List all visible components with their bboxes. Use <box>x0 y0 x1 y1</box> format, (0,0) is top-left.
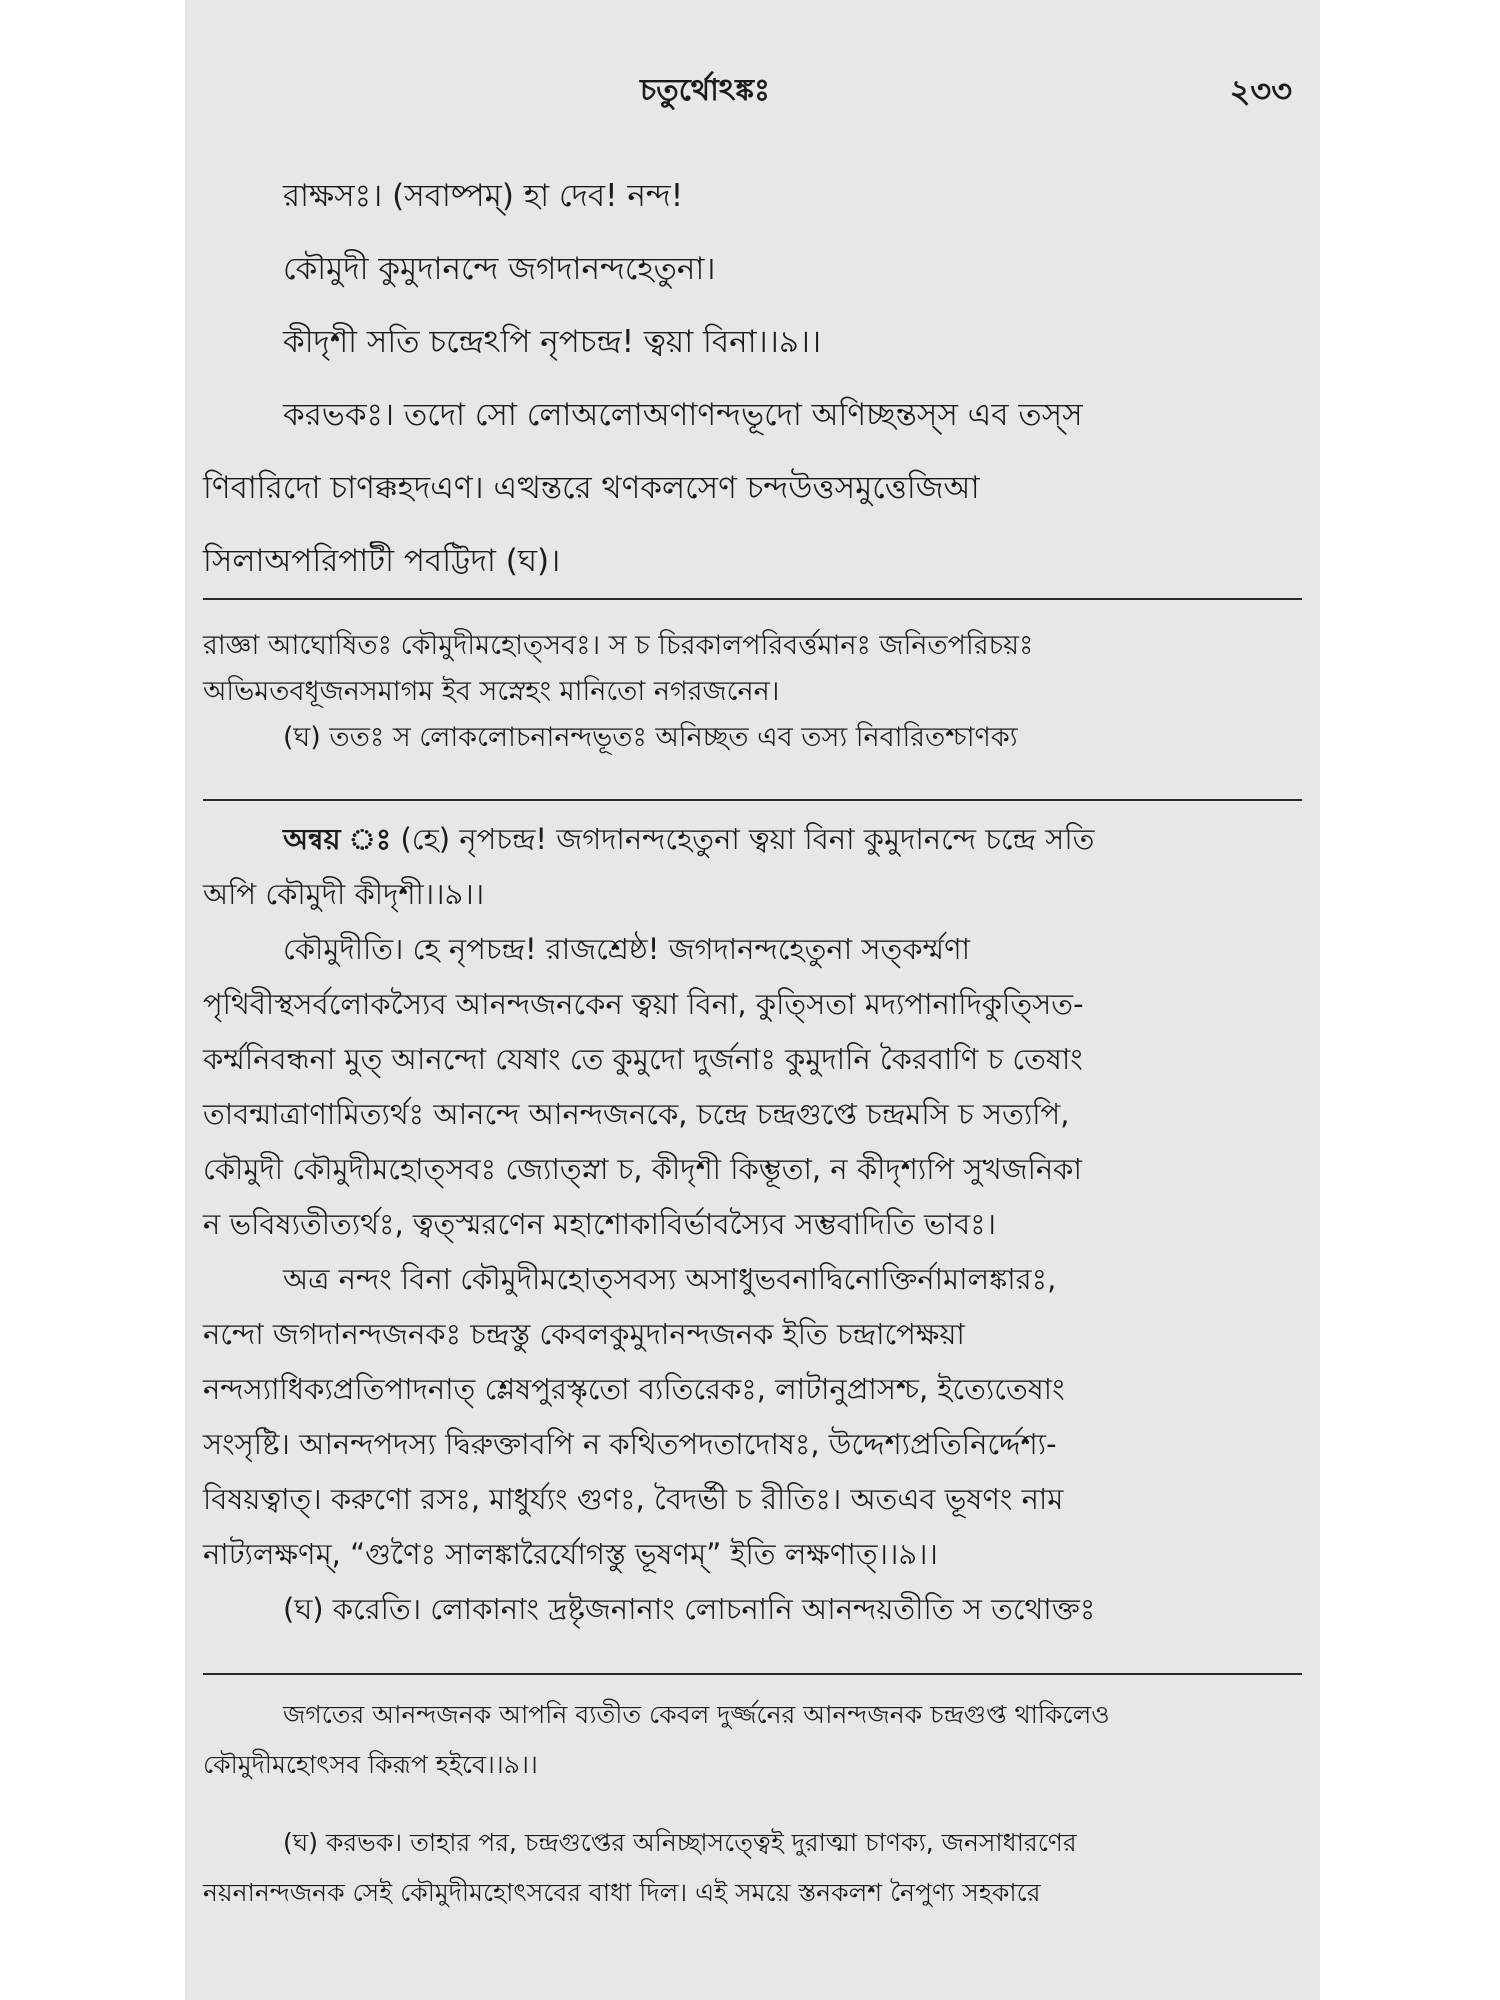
commentary-line: সংসৃষ্টি। আনন্দপদস্য দ্বিরুক্তাবপি ন কথিতপদতাদোষঃ, উদ্দেশ্যপ্রতিনির্দ্দেশ্য- <box>203 1427 1057 1461</box>
commentary-line: পৃথিবীস্থসর্বলোকস্যৈব আনন্দজনকেন ত্বয়া বিনা, কুত্সিতা মদ্যপানাদিকুত্সিত- <box>203 987 1084 1021</box>
footnote-line: রাজ্ঞা আঘোষিতঃ কৌমুদীমহোত্সবঃ। স চ চিরকালপরিবর্ত্তমানঃ জনিতপরিচয়ঃ <box>203 630 1034 661</box>
footnote-line: (ঘ) ততঃ স লোকলোচনানন্দভূতঃ অনিচ্ছত এব তস্য নিবারিতশ্চাণক্য <box>283 722 1018 753</box>
commentary-line: নন্দস্যাধিক্যপ্রতিপাদনাত্ শ্লেষপুরস্কৃতো ব্যতিরেকঃ, লাটানুপ্রাসশ্চ, ইত্যেতেষাং <box>203 1372 1065 1406</box>
commentary-line: তাবন্মাত্রাণামিত্যর্থঃ আনন্দে আনন্দজনকে, চন্দ্রে চন্দ্রগুপ্তে চন্দ্রমসি চ সত্যপি, <box>203 1097 1070 1131</box>
commentary-line: অত্র নন্দং বিনা কৌমুদীমহোত্সবস্য অসাধুভবনাদ্বিনোক্তির্নামালঙ্কারঃ, <box>283 1262 1057 1296</box>
footnote-line: অভিমতবধূজনসমাগম ইব সস্নেহং মানিতো নগরজনেন। <box>203 676 780 707</box>
verse-line: করভকঃ। তদো সো লোঅলোঅণাণন্দভূদো অণিচ্ছন্তস্স এব তস্স <box>283 397 1083 433</box>
translation-line: নয়নানন্দজনক সেই কৌমুদীমহোৎসবের বাধা দিল। এই সময়ে স্তনকলশ নৈপুণ্য সহকারে <box>203 1878 1041 1907</box>
commentary-line: ন ভবিষ্যতীত্যর্থঃ, ত্বত্স্মরণেন মহাশোকাবির্ভাবস্যৈব সম্ভবাদিতি ভাবঃ। <box>203 1207 997 1241</box>
verse-line: কৌমুদী কুমুদানন্দে জগদানন্দহেতুনা। <box>283 251 716 287</box>
running-title: চতুর্থোঽঙ্কঃ <box>640 73 770 108</box>
section-divider <box>203 799 1302 801</box>
translation-line: (ঘ) করভক। তাহার পর, চন্দ্রগুপ্তের অনিচ্ছাসত্ত্বেই দুরাত্মা চাণক্য, জনসাধারণের <box>283 1828 1077 1857</box>
commentary-line: কৌমুদী কৌমুদীমহোত্সবঃ জ্যোত্স্না চ, কীদৃশী কিম্ভূতা, ন কীদৃশ্যপি সুখজনিকা <box>203 1152 1082 1186</box>
verse-block <box>203 160 1300 598</box>
translation-block <box>203 1690 1300 1918</box>
footnote-block <box>203 623 1300 761</box>
paragraph-gap <box>203 1790 1300 1818</box>
section-divider <box>203 1673 1302 1675</box>
verse-line: সিলাঅপরিপাটী পবট্টিদা (ঘ)। <box>203 543 561 579</box>
section-divider <box>203 598 1302 600</box>
anvaya-label: অন্বয় ঃ <box>283 822 392 856</box>
anvaya-line <box>203 812 1300 867</box>
commentary-line: নাট্যলক্ষণম্, “গুণৈঃ সালঙ্কারৈর্যোগস্তু ভূষণম্” ইতি লক্ষণাত্।।৯।। <box>203 1537 938 1571</box>
commentary-line: (ঘ) করেতি। লোকানাং দ্রষ্টৃজনানাং লোচনানি আনন্দয়তীতি স তথোক্তঃ <box>283 1592 1096 1626</box>
commentary-line: কর্ম্মনিবন্ধনা মুত্ আনন্দো যেষাং তে কুমুদো দুর্জনাঃ কুমুদানি কৈরবাণি চ তেষাং <box>203 1042 1083 1076</box>
commentary-block <box>203 812 1300 1637</box>
page-number: ২৩৩ <box>1229 72 1292 110</box>
anvaya-text: (হে) নৃপচন্দ্র! জগদানন্দহেতুনা ত্বয়া বিনা কুমুদানন্দে চন্দ্রে সতি <box>391 822 1095 856</box>
translation-line: জগতের আনন্দজনক আপনি ব্যতীত কেবল দুর্জ্জনের আনন্দজনক চন্দ্রগুপ্ত থাকিলেও <box>283 1700 1110 1729</box>
commentary-line: নন্দো জগদানন্দজনকঃ চন্দ্রস্তু কেবলকুমুদানন্দজনক ইতি চন্দ্রাপেক্ষয়া <box>203 1317 965 1351</box>
verse-line: কীদৃশী সতি চন্দ্রেঽপি নৃপচন্দ্র! ত্বয়া বিনা।।৯।। <box>283 324 822 360</box>
commentary-line: কৌমুদীতি। হে নৃপচন্দ্র! রাজশ্রেষ্ঠ! জগদানন্দহেতুনা সত্কর্ম্মণা <box>283 932 971 966</box>
verse-line: রাক্ষসঃ। (সবাষ্পম্) হা দেব! নন্দ! <box>283 178 684 214</box>
book-page <box>185 0 1320 2000</box>
commentary-line: বিষয়ত্বাত্। করুণো রসঃ, মাধুর্য্যং গুণঃ, বৈদর্ভী চ রীতিঃ। অতএব ভূষণং নাম <box>203 1482 1064 1516</box>
verse-line: ণিবারিদো চাণক্কহদএণ। এত্থন্তরে থণকলসেণ চন্দউত্তসমুত্তেজিআ <box>203 470 980 506</box>
translation-line: কৌমুদীমহোৎসব কিরূপ হইবে।।৯।। <box>203 1750 538 1779</box>
commentary-line: অপি কৌমুদী কীদৃশী।।৯।। <box>203 877 485 911</box>
page-header <box>185 66 1320 126</box>
